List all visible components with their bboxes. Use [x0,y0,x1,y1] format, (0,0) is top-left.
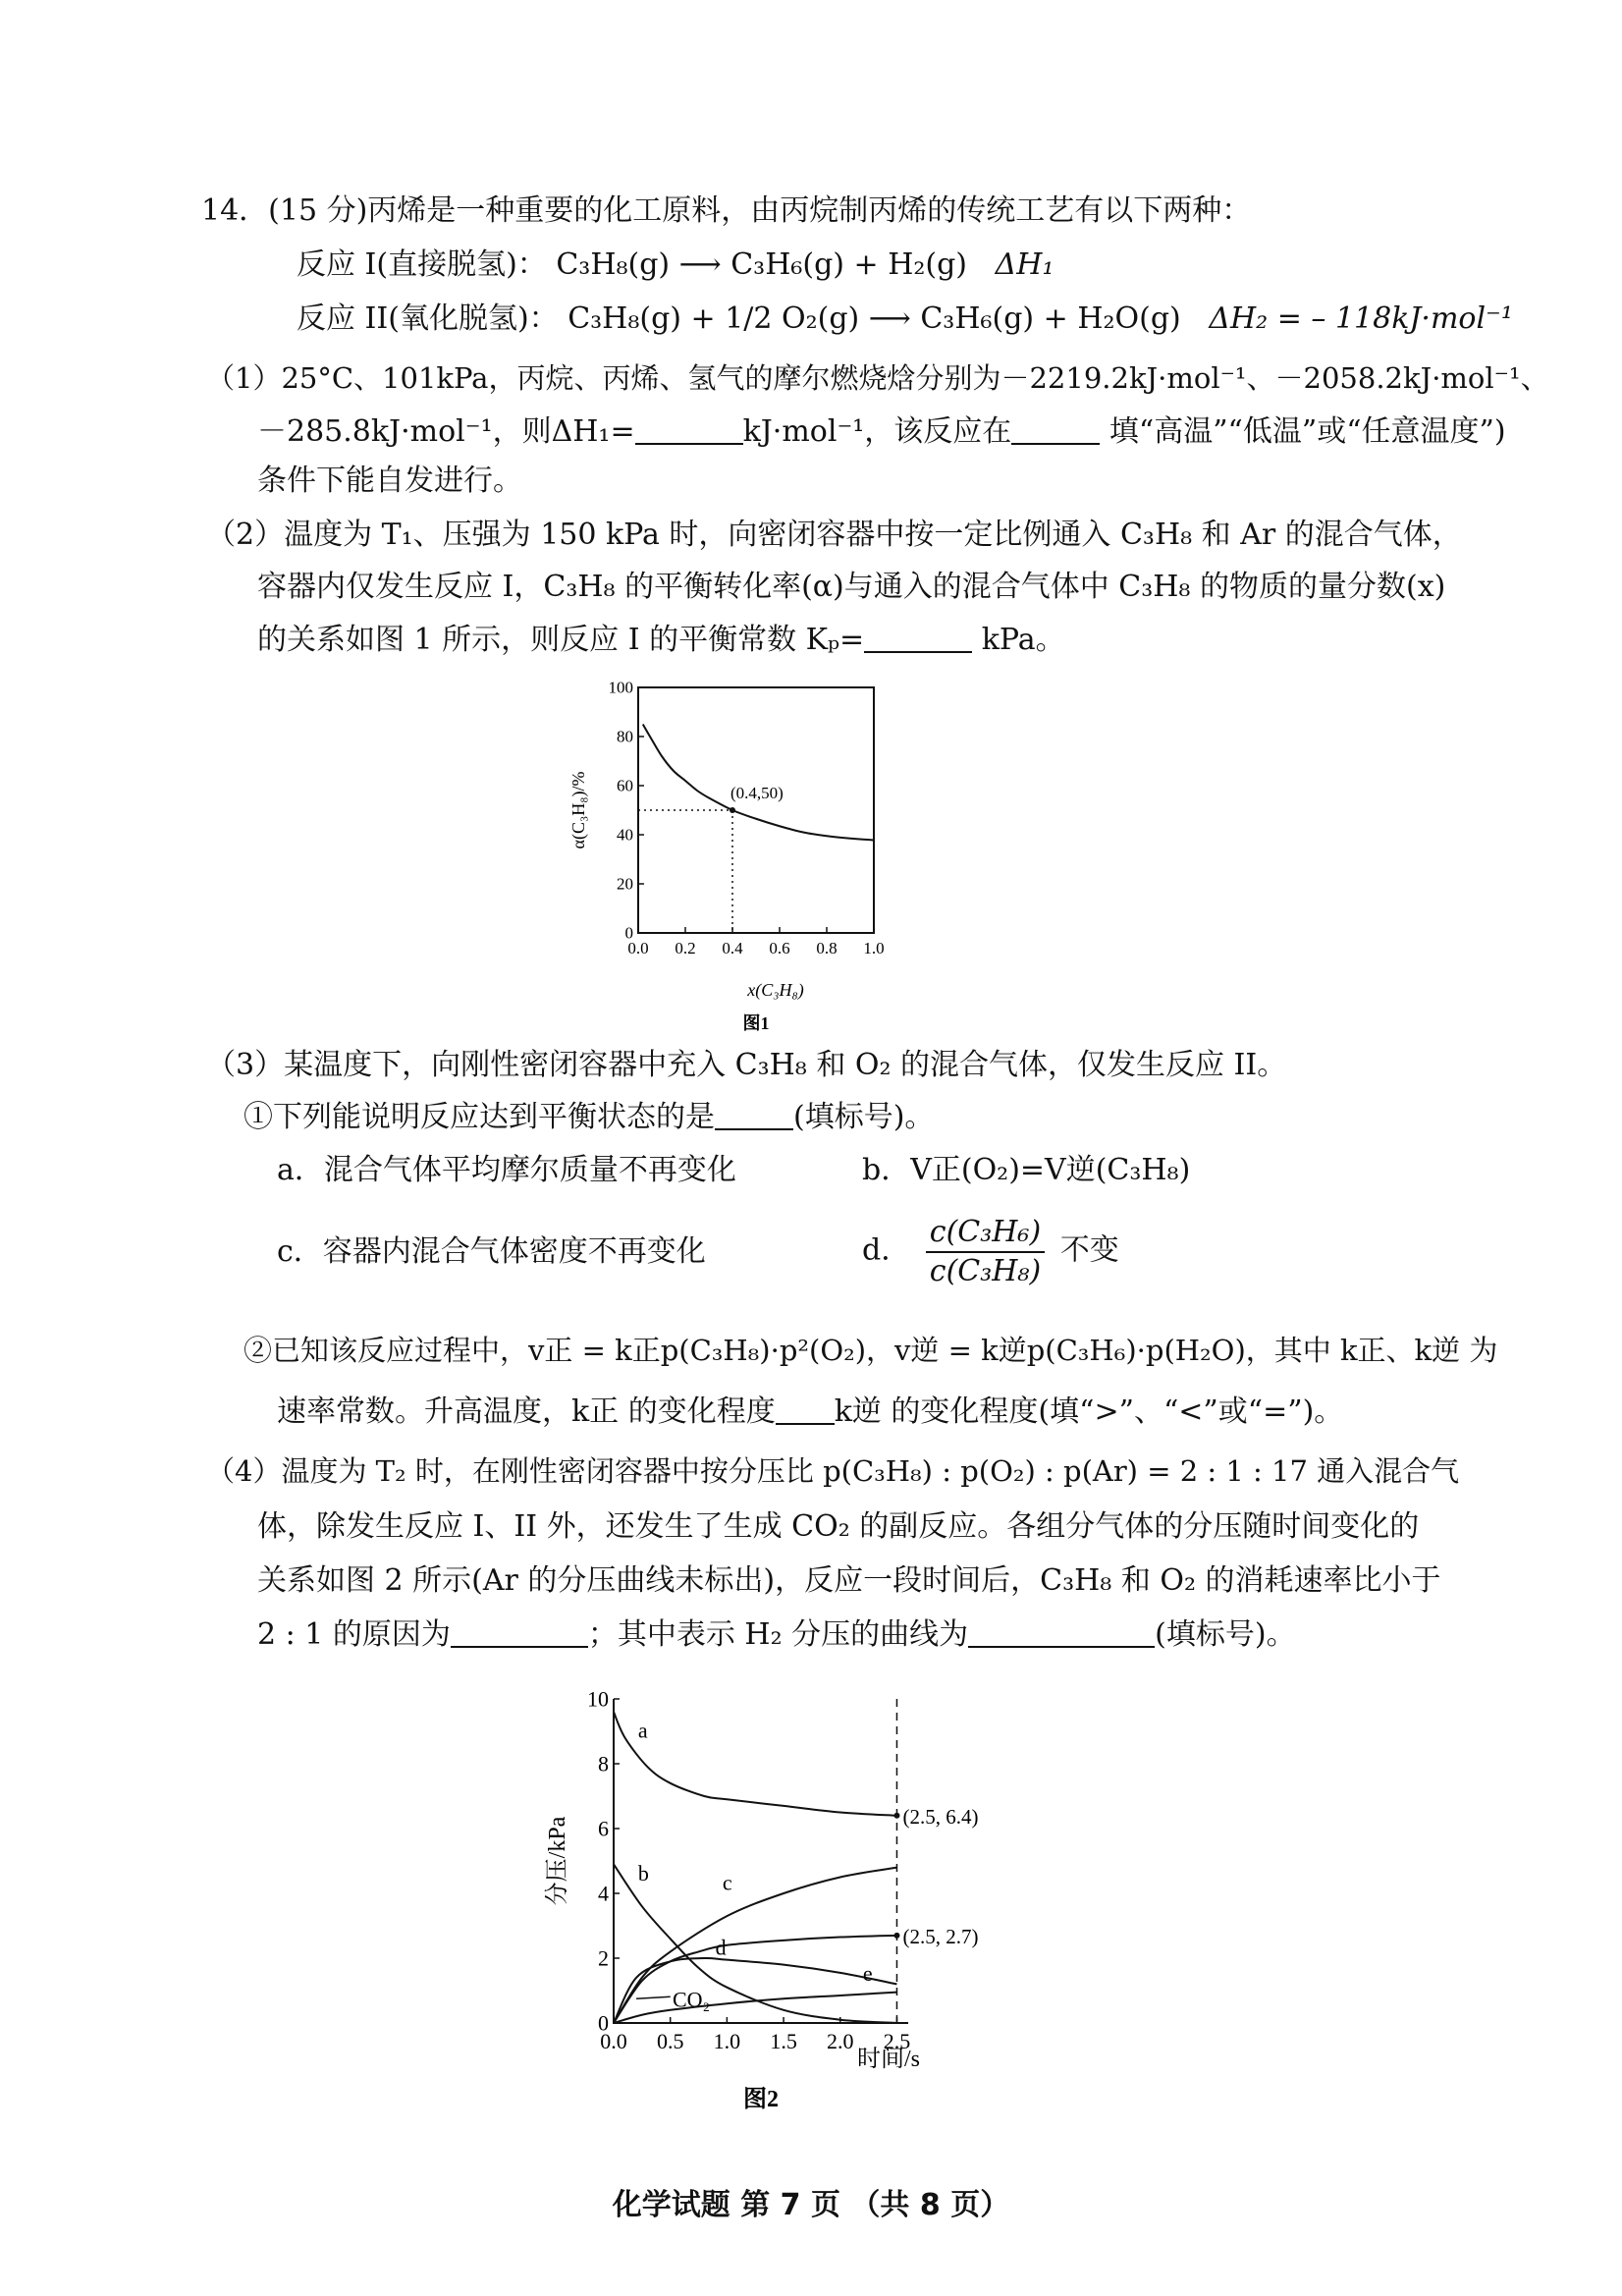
guide-line-dotted [638,810,732,933]
p1-line1: （1）25°C、101kPa，丙烷、丙烯、氢气的摩尔燃烧焓分别为－2219.2kJ·mol⁻¹、－2058.2kJ·mol⁻¹、 [206,361,1549,395]
p3-sub1 [243,1098,934,1137]
series-line-a [614,1712,896,1816]
reaction-1 [297,246,1054,285]
p4-line4 [257,1615,1296,1655]
reaction-2-rhs: C₃H₆(g) + H₂O(g) [920,301,1181,336]
answer-blank-condition[interactable] [1011,415,1100,445]
x-tick-label: 1.5 [770,2029,797,2053]
p1-line2a: －285.8kJ·mol⁻¹，则ΔH₁= [257,414,635,449]
x-tick-label: 1.0 [713,2029,741,2053]
y-tick-label: 20 [617,874,633,894]
x-tick-label: 0.8 [816,939,838,957]
x-tick-label: 0.5 [656,2029,684,2053]
x-tick-label: 0.0 [627,939,649,957]
p3-sub2-line2 [277,1393,1343,1432]
reaction-2 [297,300,1513,339]
x-tick-label: 0.6 [769,939,790,957]
series-line-1 [643,725,874,841]
y-tick-label: 8 [598,1751,609,1777]
arrow-icon: ⟶ [868,301,921,336]
reaction-2-lhs: C₃H₈(g) + 1/2 O₂(g) [568,301,860,336]
answer-blank-h2-curve[interactable] [968,1618,1155,1648]
p3-sub1b: (填标号)。 [793,1100,935,1134]
series-label-b: b [637,1860,649,1886]
p2-line3 [257,621,1065,660]
series-label-co2: CO₂ [673,1987,711,2012]
y-tick-label: 40 [617,825,633,845]
x-tick-label: 0.0 [600,2029,627,2053]
p3-sub2-line2a: 速率常数。升高温度，k正 的变化程度 [277,1394,776,1429]
series-label-d: d [715,1935,727,1960]
p1-line2 [257,412,1506,452]
arrow-icon: ⟶ [678,247,731,282]
p4-line4a: 2 : 1 的原因为 [257,1617,451,1652]
p3-line1: （3）某温度下，向刚性密闭容器中充入 C₃H₈ 和 O₂ 的混合气体，仅发生反应 II。 [206,1048,1287,1082]
option-d-label: d． [862,1232,911,1268]
option-d-denominator: c(C₃H₈) [929,1253,1042,1288]
y-tick-label: 80 [617,727,633,746]
y-tick-label: 0 [624,923,633,943]
reaction-1-lhs: C₃H₈(g) [556,247,671,282]
answer-blank-compare[interactable] [776,1395,835,1425]
p4-line2: 体，除发生反应 I、II 外，还发生了生成 CO₂ 的副反应。各组分气体的分压随时间变化的 [257,1509,1420,1544]
point-annotation: (0.4,50) [730,784,784,802]
p4-line1: （4）温度为 T₂ 时，在刚性密闭容器中按分压比 p(C₃H₈) : p(O₂) : p(Ar) = 2 : 1 : 17 通入混合气 [206,1454,1460,1488]
annotated-point [730,807,735,813]
series-line-e [614,1958,896,2023]
option-d-numerator: c(C₃H₆) [926,1214,1045,1253]
q14-intro: 14．(15 分)丙烯是一种重要的化工原料，由丙烷制丙烯的传统工艺有以下两种： [201,193,1252,228]
option-d [862,1214,1119,1289]
figure-2-plot [544,1686,978,2112]
x-axis-label: x(C₃H₈) [747,980,804,1000]
figure-1-plot [568,679,885,1033]
y-tick-label: 100 [608,678,633,697]
y-tick-label: 2 [598,1945,609,1971]
p2-line1: （2）温度为 T₁、压强为 150 kPa 时，向密闭容器中按一定比例通入 C₃H₈ 和 Ar 的混合气体， [206,518,1462,552]
y-tick-label: 0 [598,2010,609,2036]
x-tick-label: 1.0 [863,939,885,957]
x-tick-label: 0.4 [722,939,743,957]
answer-blank-kp[interactable] [864,624,972,653]
annotated-point [893,1933,899,1939]
co2-arrow-icon [636,1996,671,1998]
point-annotation: (2.5, 6.4) [902,1804,979,1829]
p3-sub1a: ①下列能说明反应达到平衡状态的是 [243,1100,715,1134]
figure-caption: 图2 [743,2087,779,2112]
p3-sub2-line1: ②已知该反应过程中，v正 = k正p(C₃H₈)·p²(O₂)，v逆 = k逆p(C₃H₆)·p(H₂O)，其中 k正、k逆 为 [243,1334,1498,1367]
reaction-2-label: 反应 II(氧化脱氢)： [297,301,559,336]
p2-line3b: kPa。 [981,623,1065,657]
y-tick-label: 6 [598,1816,609,1841]
p4-line4c: (填标号)。 [1155,1617,1296,1652]
y-axis-label: α(C₃H₈)/% [568,771,588,849]
answer-blank-dh1[interactable] [635,415,743,445]
reaction-1-dh: ΔH₁ [995,247,1054,282]
p1-line2c: 填“高温”“低温”或“任意温度”) [1108,414,1506,449]
series-line-d [614,1936,896,2023]
y-tick-label: 4 [598,1881,609,1906]
figure-2-chart [535,1669,1085,2121]
p2-line2: 容器内仅发生反应 I，C₃H₈ 的平衡转化率(α)与通入的混合气体中 C₃H₈ 的物质的量分数(x) [257,570,1446,604]
figure-1-chart [560,668,933,1041]
option-b: b．V正(O₂)=V逆(C₃H₈) [862,1153,1191,1187]
answer-blank-equilibrium[interactable] [715,1101,793,1130]
answer-blank-reason[interactable] [451,1618,588,1648]
p1-line3: 条件下能自发进行。 [257,464,522,498]
page-footer: 化学试题 第 7 页 （共 8 页） [612,2188,1010,2222]
series-label-e: e [862,1961,873,1987]
figure-caption: 图1 [742,1013,770,1033]
option-a: a．混合气体平均摩尔质量不再变化 [277,1153,736,1187]
p2-line3a: 的关系如图 1 所示，则反应 I 的平衡常数 Kₚ= [257,623,865,657]
y-tick-label: 10 [587,1686,609,1712]
annotated-point [893,1813,899,1819]
x-axis-label: 时间/s [856,2047,921,2072]
option-c: c．容器内混合气体密度不再变化 [277,1234,706,1269]
p1-line2b: kJ·mol⁻¹，该反应在 [742,414,1012,449]
series-line-b [614,1864,896,2023]
y-tick-label: 60 [617,776,633,795]
option-d-tail: 不变 [1059,1232,1119,1268]
series-label-a: a [637,1718,648,1743]
reaction-1-rhs: C₃H₆(g) + H₂(g) [730,247,968,282]
y-axis-label: 分压/kPa [545,1816,570,1906]
point-annotation: (2.5, 2.7) [902,1924,979,1948]
reaction-1-label: 反应 I(直接脱氢)： [297,247,547,282]
reaction-2-dh: ΔH₂ = – 118kJ·mol⁻¹ [1209,301,1513,336]
option-d-fraction [926,1214,1045,1289]
x-tick-label: 2.5 [883,2029,911,2053]
series-label-c: c [722,1870,732,1895]
p3-sub2-line2b: k逆 的变化程度(填“>”、“<”或“=”)。 [834,1394,1344,1429]
x-tick-label: 0.2 [675,939,696,957]
x-tick-label: 2.0 [827,2029,854,2053]
p4-line4b: ；其中表示 H₂ 分压的曲线为 [587,1617,969,1652]
p4-line3: 关系如图 2 所示(Ar 的分压曲线未标出)，反应一段时间后，C₃H₈ 和 O₂ 的消耗速率比小于 [257,1563,1441,1598]
